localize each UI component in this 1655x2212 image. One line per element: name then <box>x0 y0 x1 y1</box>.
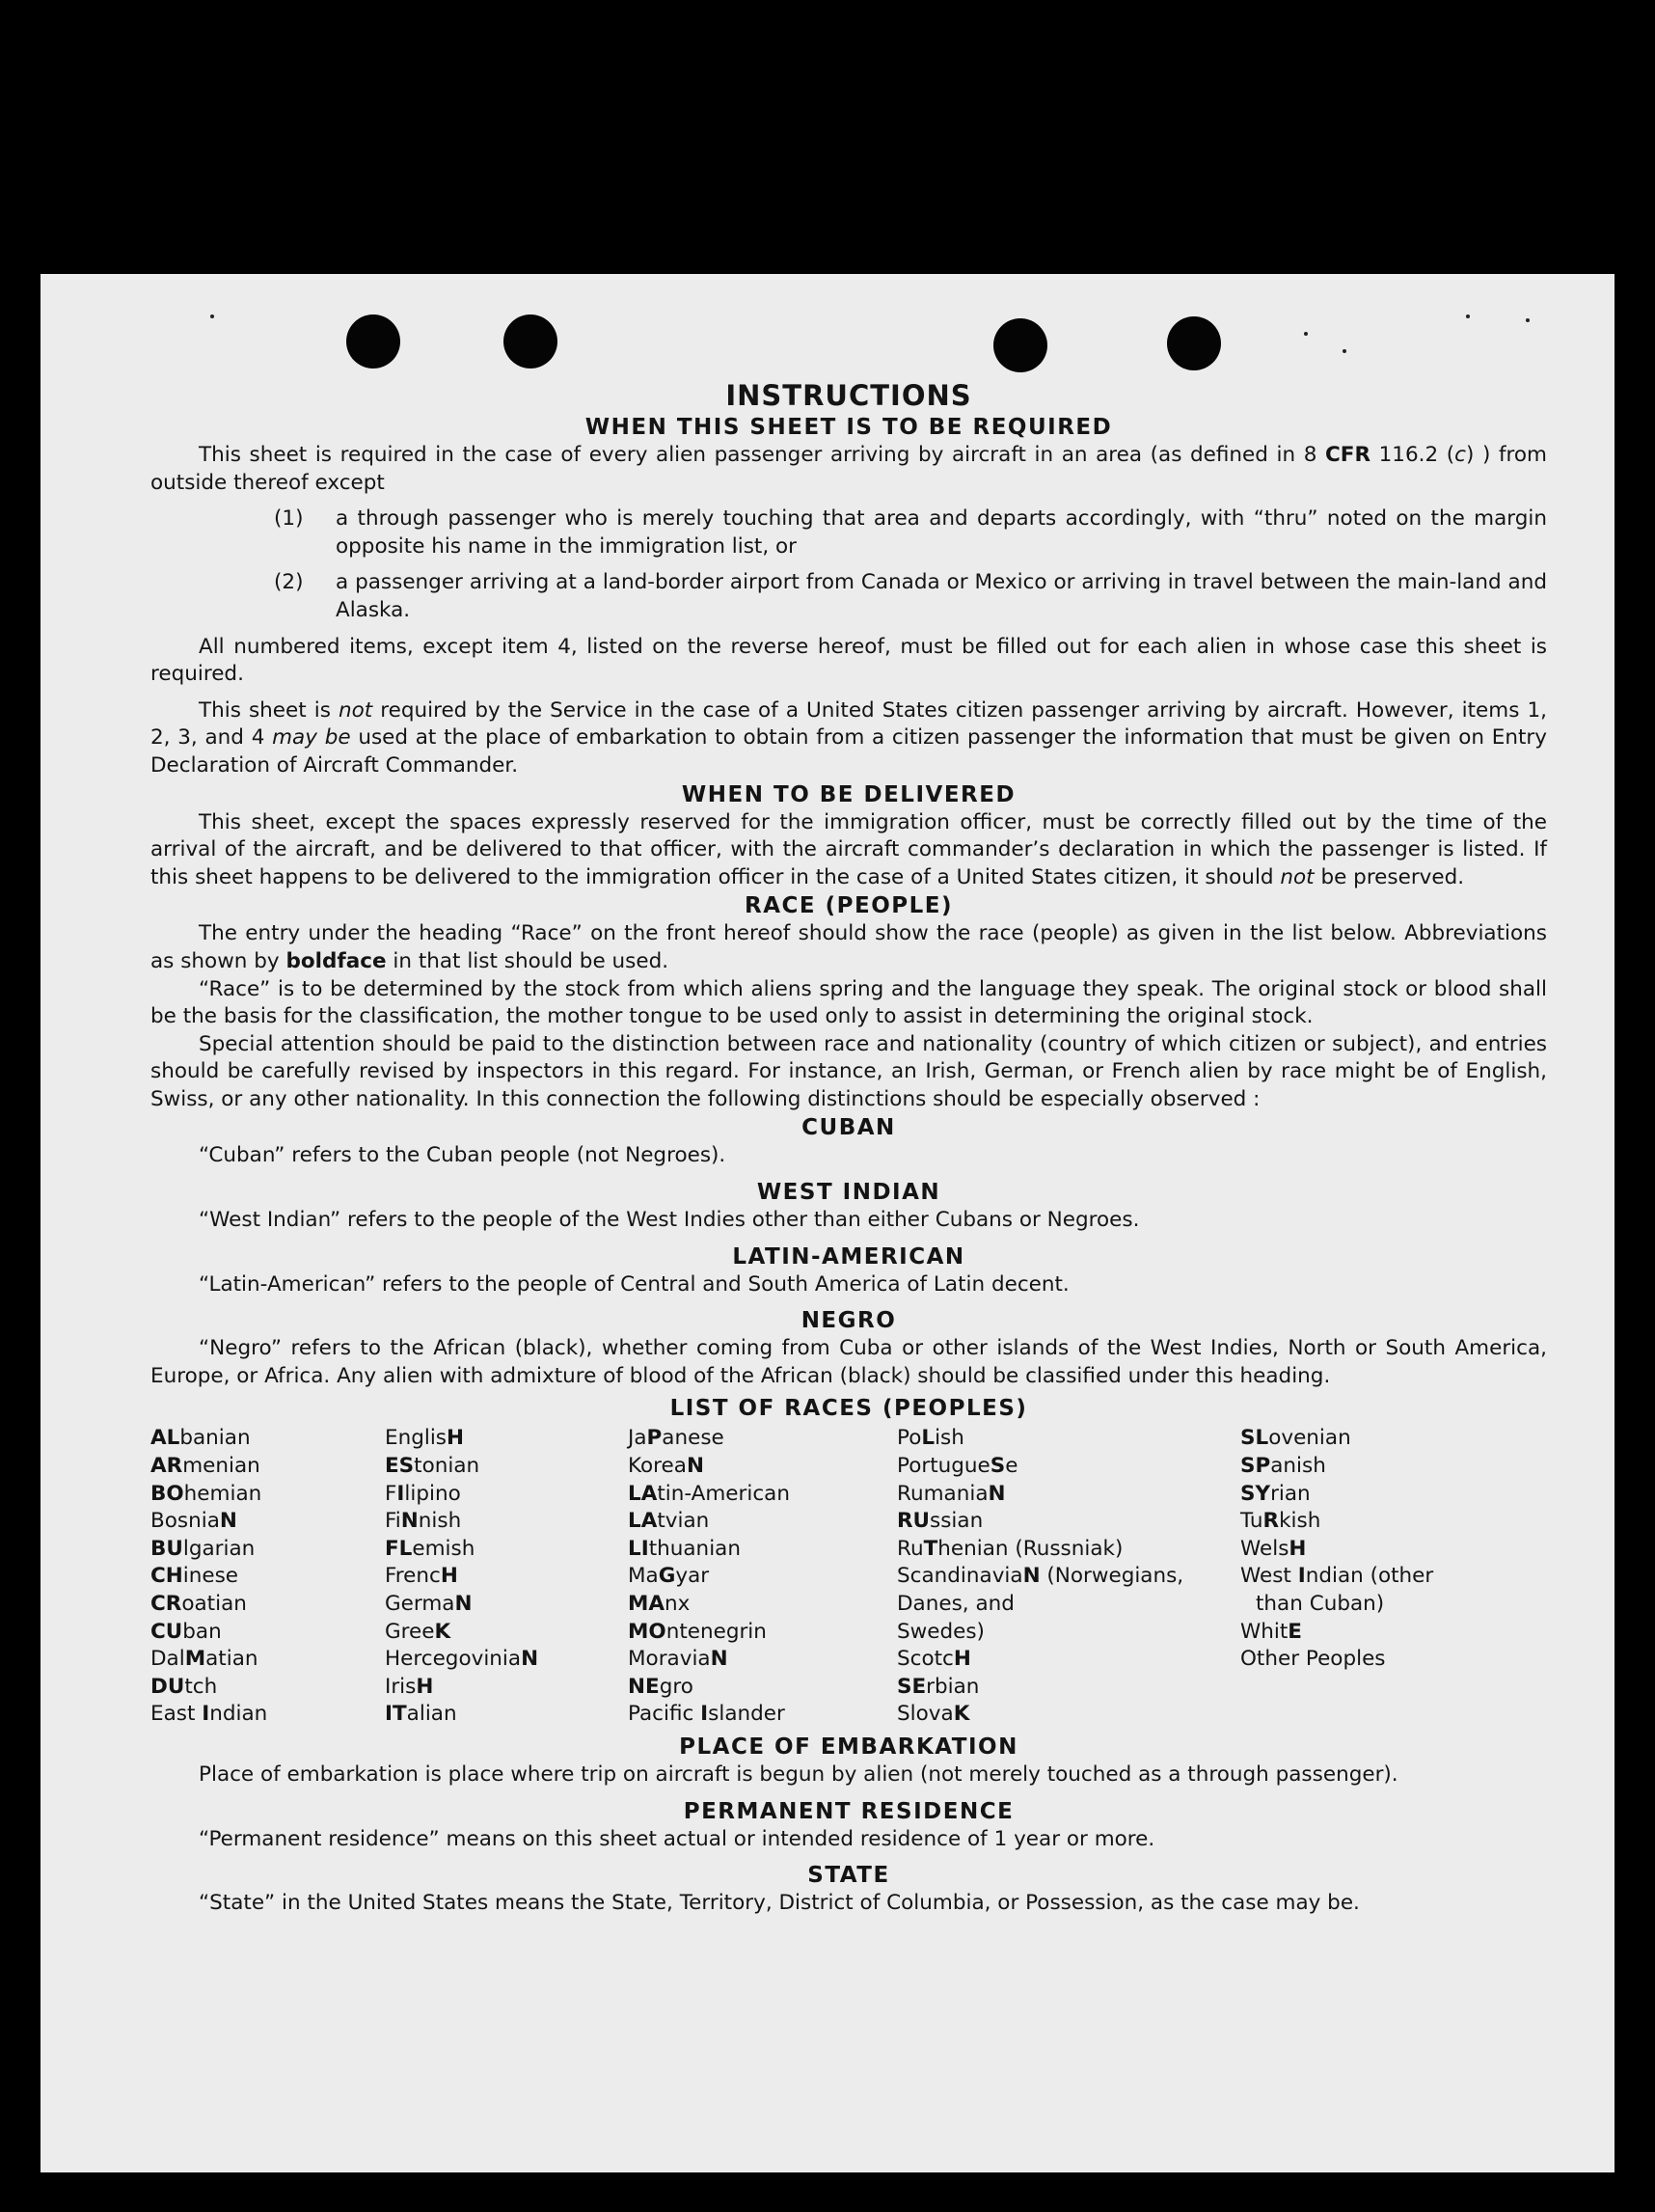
text-permanent-residence: “Permanent residence” means on this sheet actual or intended residence of 1 year or more. <box>199 1826 1155 1851</box>
text-west-indian: “West Indian” refers to the people of the West Indies other than either Cubans or Negroes. <box>199 1208 1140 1233</box>
race-entry: RUssian <box>897 1509 984 1534</box>
paragraph-race-stock: “Race” is to be determined by the stock from which aliens spring and the language they speak. The original stock or blood shall be the basis for the classification, the mother tongue to be used only to assist in determining the original stock. <box>150 976 1547 1029</box>
heading-latin-american: LATIN-AMERICAN <box>732 1243 965 1270</box>
race-entry: RuThenian (Russniak) <box>897 1536 1124 1561</box>
race-entry: FIlipino <box>385 1481 461 1506</box>
race-entry: ITalian <box>385 1702 457 1727</box>
exception-item-1: (1) a through passenger who is merely touching that area and departs accordingly, with “thru” noted on the margin opposite his name in the immigration list, or <box>274 506 1547 559</box>
heading-place-of-embarkation: PLACE OF EMBARKATION <box>679 1734 1018 1760</box>
heading-state: STATE <box>807 1863 890 1889</box>
race-entry: BOhemian <box>150 1481 262 1506</box>
heading-permanent-residence: PERMANENT RESIDENCE <box>683 1798 1015 1824</box>
race-entry: ScotcH <box>897 1647 971 1672</box>
race-entry: Pacific Islander <box>628 1702 785 1727</box>
race-entry: HercegoviniaN <box>385 1647 539 1672</box>
race-entry: PortugueSe <box>897 1454 1018 1479</box>
race-entry: WhitE <box>1240 1619 1302 1644</box>
race-entry: FrencH <box>385 1564 458 1589</box>
punch-hole <box>503 314 557 369</box>
race-entry: GreeK <box>385 1619 451 1644</box>
page-title: INSTRUCTIONS <box>725 379 972 412</box>
race-entry: FLemish <box>385 1536 475 1561</box>
heading-race: RACE (PEOPLE) <box>745 893 953 919</box>
heading-when-delivered: WHEN TO BE DELIVERED <box>681 781 1017 807</box>
paragraph-race-entry: The entry under the heading “Race” on the front hereof should show the race (people) as given in the list below. Abbreviations as shown by boldface in that list should be used. <box>150 921 1547 973</box>
paragraph-race-nationality: Special attention should be paid to the distinction between race and nationality (country of which citizen or subject), and entries should be carefully revised by inspectors in this regard. For instance, an Irish, German, or French alien by race might be of English, Swiss, or any other nationality. In this connection the following distinctions should be especially observed : <box>150 1031 1547 1111</box>
races-column-4 <box>897 1425 1240 1729</box>
heading-list-of-races: LIST OF RACES (PEOPLES) <box>669 1396 1028 1422</box>
speck <box>1304 332 1308 336</box>
punch-hole <box>993 318 1047 372</box>
race-entry: Danes, and <box>897 1592 1015 1616</box>
races-column-2 <box>385 1425 628 1729</box>
race-entry: DUtch <box>150 1674 218 1699</box>
race-entry: GermaN <box>385 1592 473 1616</box>
instructions-content <box>150 378 1547 1918</box>
race-entry: EnglisH <box>385 1426 465 1451</box>
text-latin-american: “Latin-American” refers to the people of Central and South America of Latin decent. <box>199 1271 1070 1297</box>
race-entry: DalMatian <box>150 1647 258 1672</box>
paragraph-numbered-items: All numbered items, except item 4, listed on the reverse hereof, must be filled out for each alien in whose case this sheet is required. <box>150 634 1547 687</box>
exception-item-2: (2) a passenger arriving at a land-border airport from Canada or Mexico or arriving in travel between the main-land and Alaska. <box>274 570 1547 622</box>
race-entry: ScandinaviaN (Norwegians, <box>897 1564 1184 1589</box>
race-entry: IrisH <box>385 1674 434 1699</box>
race-entry: Other Peoples <box>1240 1647 1386 1672</box>
heading-when-required: WHEN THIS SHEET IS TO BE REQUIRED <box>584 415 1113 440</box>
race-entry: EStonian <box>385 1454 480 1479</box>
text-state: “State” in the United States means the State, Territory, District of Columbia, or Possession, as the case may be. <box>199 1891 1360 1916</box>
text-place-of-embarkation: Place of embarkation is place where trip on aircraft is begun by alien (not merely touched as a through passenger). <box>199 1761 1398 1787</box>
race-entry: SYrian <box>1240 1481 1311 1506</box>
speck <box>1466 314 1470 318</box>
race-entry: BUlgarian <box>150 1536 256 1561</box>
race-entry: FiNnish <box>385 1509 462 1534</box>
heading-west-indian: WEST INDIAN <box>756 1180 941 1206</box>
race-entry: SErbian <box>897 1674 980 1699</box>
text-cuban: “Cuban” refers to the Cuban people (not Negroes). <box>199 1143 726 1168</box>
race-entry: East Indian <box>150 1702 268 1727</box>
race-entry: SPanish <box>1240 1454 1326 1479</box>
races-column-5 <box>1240 1425 1547 1729</box>
race-entry: CUban <box>150 1619 222 1644</box>
race-entry: SLovenian <box>1240 1426 1351 1451</box>
punch-hole <box>346 314 400 369</box>
speck <box>210 314 214 318</box>
heading-cuban: CUBAN <box>801 1115 896 1141</box>
race-entry: Swedes) <box>897 1619 985 1644</box>
races-column-3 <box>628 1425 897 1729</box>
race-entry: NEgro <box>628 1674 693 1699</box>
paragraph-delivered: This sheet, except the spaces expressly reserved for the immigration officer, must be correctly filled out by the time of the arrival of the aircraft, and be delivered to that officer, with the aircraft commander’s declaration in which the passenger is listed. If this sheet happens to be delivered to the immigration officer in the case of a United States citizen, it should not be preserved. <box>150 809 1547 889</box>
speck <box>1343 349 1346 353</box>
race-entry: LIthuanian <box>628 1536 741 1561</box>
document-page <box>41 274 1614 2172</box>
race-entry: WelsH <box>1240 1536 1307 1561</box>
race-entry: than Cuban) <box>1256 1592 1385 1616</box>
race-entry: ALbanian <box>150 1426 251 1451</box>
paragraph-citizen: This sheet is not required by the Service in the case of a United States citizen passenger arriving by aircraft. However, items 1, 2, 3, and 4 may be used at the place of embarkation to obtain from a citizen passenger the information that must be given on Entry Declaration of Aircraft Commander. <box>150 697 1547 778</box>
race-entry: CHinese <box>150 1564 239 1589</box>
races-list <box>150 1425 1547 1729</box>
race-entry: MaGyar <box>628 1564 710 1589</box>
race-entry: MOntenegrin <box>628 1619 767 1644</box>
paragraph-required: This sheet is required in the case of every alien passenger arriving by aircraft in an area (as defined in 8 CFR 116.2 (c) ) from outside thereof except <box>150 443 1547 495</box>
race-entry: MAnx <box>628 1592 691 1616</box>
race-entry: PoLish <box>897 1426 964 1451</box>
race-entry: JaPanese <box>628 1426 724 1451</box>
heading-negro: NEGRO <box>800 1308 897 1334</box>
race-entry: RumaniaN <box>897 1481 1006 1506</box>
race-entry: TuRkish <box>1240 1509 1321 1534</box>
race-entry: West Indian (other <box>1240 1564 1434 1589</box>
race-entry: SlovaK <box>897 1702 970 1727</box>
speck <box>1526 318 1530 322</box>
race-entry: ARmenian <box>150 1454 260 1479</box>
punch-hole <box>1167 316 1221 370</box>
races-column-1 <box>150 1425 385 1729</box>
text-negro: “Negro” refers to the African (black), whether coming from Cuba or other islands of the West Indies, North or South America, Europe, or Africa. Any alien with admixture of blood of the African (black) should be classified under this heading. <box>150 1336 1547 1388</box>
race-entry: LAtin-American <box>628 1481 790 1506</box>
race-entry: MoraviaN <box>628 1647 728 1672</box>
race-entry: CRoatian <box>150 1592 247 1616</box>
race-entry: LAtvian <box>628 1509 710 1534</box>
race-entry: KoreaN <box>628 1454 704 1479</box>
race-entry: BosniaN <box>150 1509 237 1534</box>
